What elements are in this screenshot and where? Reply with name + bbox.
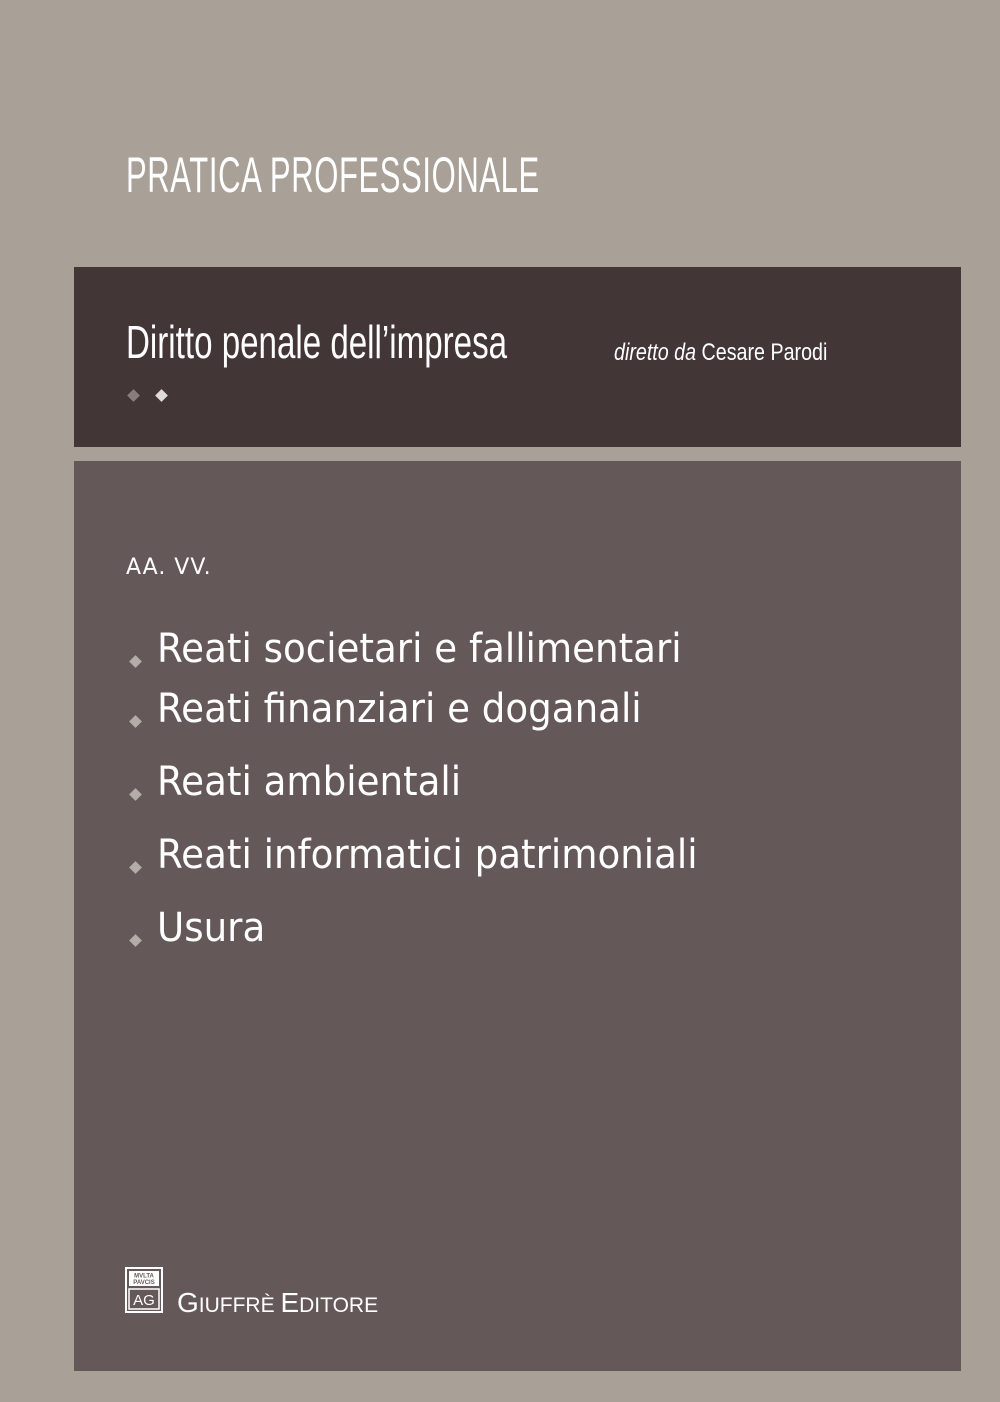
editor-name: Cesare Parodi [701,339,828,366]
diamond-bullet-icon [129,715,142,728]
svg-text:MVLTA: MVLTA [134,1273,154,1280]
publisher-logo-icon [125,1267,163,1313]
collection-header [74,267,961,447]
main-panel [74,461,961,1371]
edited-by-line [614,339,827,367]
edited-by-label: diretto da [614,339,697,366]
series-name: PRATICA PROFESSIONALE [126,147,540,203]
topic-label: Usura [157,905,266,951]
topic-label: Reati societari e fallimentari [157,626,682,672]
publisher-name: GIUFFRÈ EDITORE [177,1287,379,1318]
diamond-bullet-icon [129,655,142,668]
diamond-bullet-icon [129,934,142,947]
collection-title: Diritto penale dell’impresa [126,316,508,368]
diamond-bullet-icon [129,788,142,801]
topic-label: Reati finanziari e doganali [157,686,642,732]
topic-label: Reati informatici patrimoniali [157,832,698,878]
topic-label: Reati ambientali [157,759,462,805]
authors: AA. VV. [126,555,212,580]
diamond-bullet-icon [129,861,142,874]
svg-text:PAVCIS: PAVCIS [133,1280,155,1286]
volume-marker-diamond-icon [155,389,168,402]
volume-marker-diamond-icon [127,389,140,402]
svg-text:AG: AG [133,1292,155,1309]
collection-title-line [126,316,655,368]
